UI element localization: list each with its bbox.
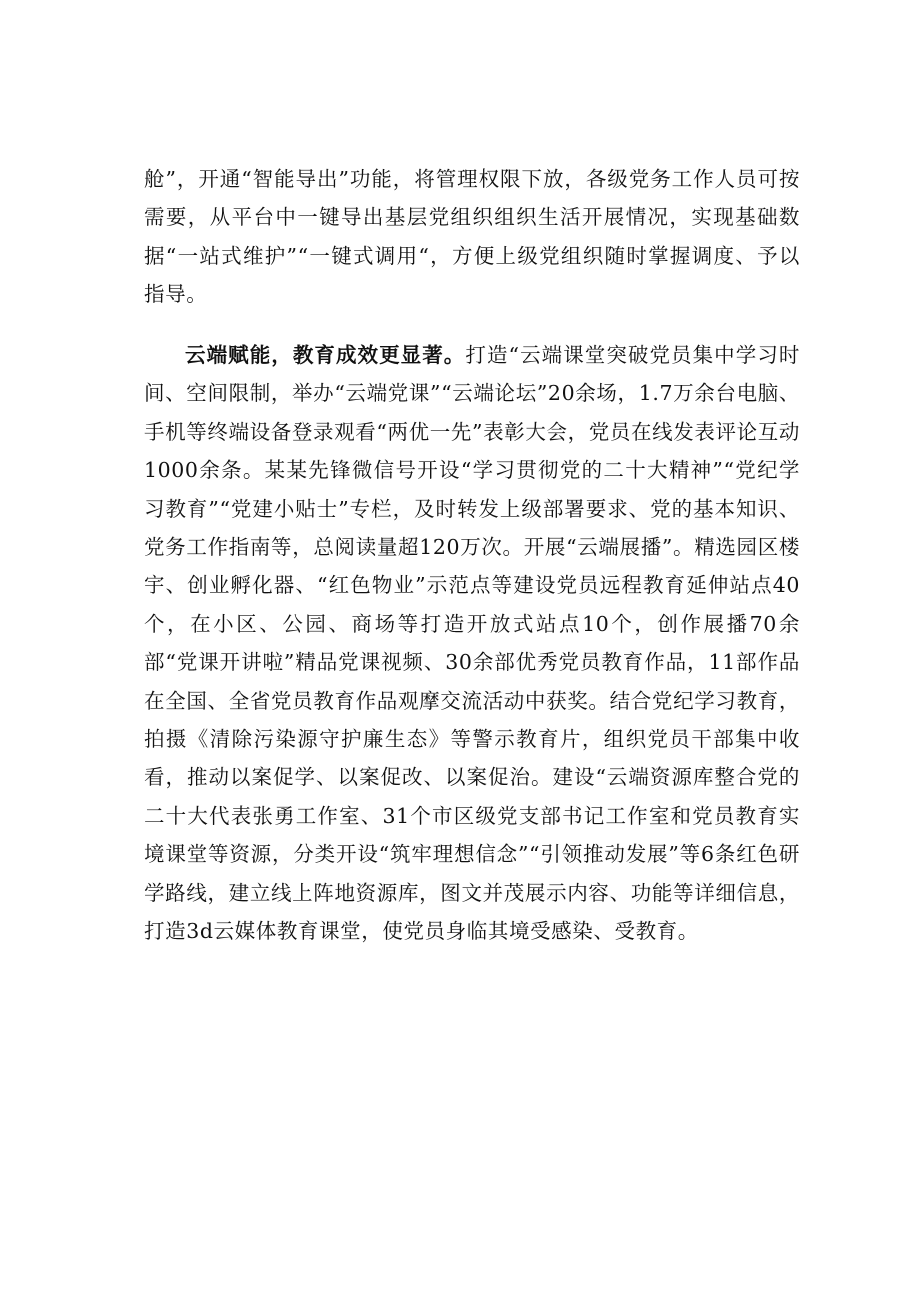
paragraph-1-text: 舱”，开通“智能导出”功能，将管理权限下放，各级党务工作人员可按需要，从平台中一键导出基层党组织组织生活开展情况，实现基础数据“一站式维护”“一键式调用“，方便上级党组织随时掌握调度、予以指导。 [144, 167, 800, 307]
paragraph-cloud-education [144, 336, 800, 951]
paragraph-2-body: 打造“云端课堂突破党员集中学习时间、空间限制，举办“云端党课”“云端论坛”20余场，1.7万余台电脑、手机等终端设备登录观看“两优一先”表彰大会，党员在线发表评论互动1000余条。某某先锋微信号开设“学习贯彻党的二十大精神”“党纪学习教育”“党建小贴士”专栏，及时转发上级部署要求、党的基本知识、党务工作指南等，总阅读量超120万次。开展“云端展播”。精选园区楼宇、创业孵化器、“红色物业”示范点等建设党员远程教育延伸站点40个，在小区、公园、商场等打造开放式站点10个，创作展播70余部“党课开讲啦”精品党课视频、30余部优秀党员教育作品，11部作品在全国、全省党员教育作品观摩交流活动中获奖。结合党纪学习教育，拍摄《清除污染源守护廉生态》等警示教育片，组织党员干部集中收看，推动以案促学、以案促改、以案促治。建设“云端资源库整合党的二十大代表张勇工作室、31个市区级党支部书记工作室和党员教育实境课堂等资源，分类开设“筑牢理想信念”“引领推动发展”等6条红色研学路线，建立线上阵地资源库，图文并茂展示内容、功能等详细信息，打造3d云媒体教育课堂，使党员身临其境受感染、受教育。 [144, 343, 800, 944]
paragraph-continued [144, 160, 800, 314]
paragraph-2-lead-heading: 云端赋能，教育成效更显著。 [185, 343, 466, 367]
paragraph-2-text [144, 336, 800, 951]
